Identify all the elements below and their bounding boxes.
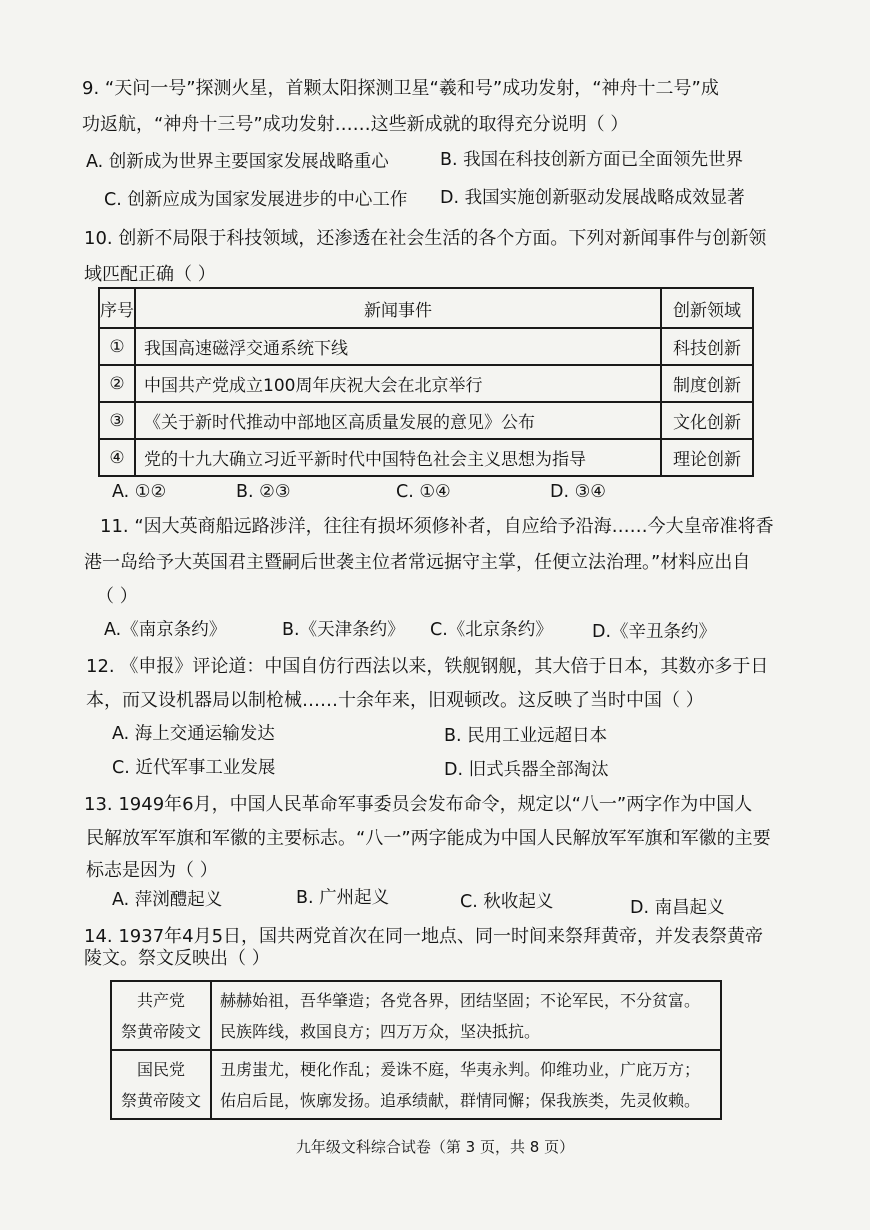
q13-stem-line3: 标志是因为（ ）: [86, 860, 218, 881]
row-field: 文化创新: [661, 402, 753, 439]
table-row: [111, 1050, 721, 1119]
q11-option-c: C.《北京条约》: [430, 620, 553, 640]
row-label: [111, 1050, 211, 1119]
q12-option-a: A. 海上交通运输发达: [112, 724, 275, 744]
q12-option-b: B. 民用工业远超日本: [444, 726, 608, 746]
q9-option-d: D. 我国实施创新驱动发展战略成效显著: [440, 188, 745, 208]
q10-option-a: A. ①②: [112, 482, 167, 502]
row-text: [211, 1050, 721, 1119]
q10-option-c: C. ①④: [396, 482, 451, 502]
q13-option-d: D. 南昌起义: [630, 898, 725, 918]
q12-option-c: C. 近代军事工业发展: [112, 758, 276, 778]
row-number: ④: [99, 439, 135, 476]
q13-option-a: A. 萍浏醴起义: [112, 890, 223, 910]
row-text-line1: 丑虏蚩尤，梗化作乱；爰诛不庭，华夷永判。仰维功业，广庇万方；: [220, 1059, 701, 1079]
row-label-party: 共产党: [136, 990, 185, 1010]
q11-stem-line1: 11. “因大英商船远路涉洋，往往有损坏须修补者，自应给予沿海……今大皇帝准将香: [100, 516, 774, 537]
q12-stem-line1: 12. 《申报》评论道：中国自仿行西法以来，铁舰钢舰，其大倍于日本，其数亦多于日: [86, 656, 769, 677]
row-label: [111, 981, 211, 1050]
q11-stem-line2: 港一岛给予大英国君主暨嗣后世袭主位者常远据守主掌，任便立法治理。”材料应出自: [84, 552, 751, 573]
row-text-line2: 民族阵线，救国良方；四万万众，坚决抵抗。: [220, 1021, 541, 1041]
table-row: [99, 328, 753, 365]
q13-option-b: B. 广州起义: [296, 888, 390, 908]
row-event: 我国高速磁浮交通系统下线: [135, 328, 661, 365]
q11-option-a: A.《南京条约》: [104, 620, 227, 640]
row-number: ①: [99, 328, 135, 365]
row-number: ②: [99, 365, 135, 402]
row-text-line1: 赫赫始祖，吾华肇造；各党各界，团结坚固；不论军民，不分贫富。: [220, 990, 701, 1010]
q10-table: [98, 287, 754, 477]
row-label-party: 国民党: [136, 1059, 185, 1079]
q9-option-a: A. 创新成为世界主要国家发展战略重心: [86, 152, 389, 172]
row-text: [211, 981, 721, 1050]
q9-option-b: B. 我国在科技创新方面已全面领先世界: [440, 150, 744, 170]
header-cell-number: 序号: [99, 288, 135, 328]
q11-stem-line3: （ ）: [96, 586, 138, 607]
q9-stem-line2: 功返航，“神舟十三号”成功发射……这些新成就的取得充分说明（ ）: [82, 114, 629, 135]
q9-stem-line1: 9. “天问一号”探测火星，首颗太阳探测卫星“羲和号”成功发射，“神舟十二号”成: [82, 78, 719, 99]
q11-option-b: B.《天津条约》: [282, 620, 405, 640]
row-field: 科技创新: [661, 328, 753, 365]
table-row: [99, 365, 753, 402]
q10-option-d: D. ③④: [550, 482, 606, 502]
q14-table: [110, 980, 722, 1120]
header-cell-field: 创新领域: [661, 288, 753, 328]
q13-stem-line1: 13. 1949年6月，中国人民革命军事委员会发布命令，规定以“八一”两字作为中国人: [84, 794, 753, 815]
row-number: ③: [99, 402, 135, 439]
row-label-title: 祭黄帝陵文: [120, 1090, 201, 1110]
row-event: 《关于新时代推动中部地区高质量发展的意见》公布: [135, 402, 661, 439]
q12-stem-line2: 本，而又设机器局以制枪械……十余年来，旧观顿改。这反映了当时中国（ ）: [86, 690, 704, 711]
q10-option-b: B. ②③: [236, 482, 291, 502]
row-field: 制度创新: [661, 365, 753, 402]
table-row: [99, 402, 753, 439]
q10-stem-line1: 10. 创新不局限于科技领域，还渗透在社会生活的各个方面。下列对新闻事件与创新领: [84, 228, 767, 249]
table-row: [111, 981, 721, 1050]
table-row: [99, 439, 753, 476]
q9-option-c: C. 创新应成为国家发展进步的中心工作: [104, 190, 408, 210]
row-event: 党的十九大确立习近平新时代中国特色社会主义思想为指导: [135, 439, 661, 476]
q11-option-d: D.《辛丑条约》: [592, 622, 717, 642]
page-footer: 九年级文科综合试卷（第 3 页，共 8 页）: [295, 1138, 575, 1156]
row-label-title: 祭黄帝陵文: [120, 1021, 201, 1041]
row-field: 理论创新: [661, 439, 753, 476]
q10-stem-line2: 域匹配正确（ ）: [84, 264, 216, 285]
q13-stem-line2: 民解放军军旗和军徽的主要标志。“八一”两字能成为中国人民解放军军旗和军徽的主要: [86, 828, 771, 849]
header-cell-event: 新闻事件: [135, 288, 661, 328]
q13-option-c: C. 秋收起义: [460, 892, 554, 912]
row-text-line2: 佑启后昆，恢廓发扬。追承绩献，群情同懈；保我族类，先灵攸赖。: [220, 1090, 701, 1110]
q14-stem-line2: 陵文。祭文反映出（ ）: [84, 948, 270, 969]
row-event: 中国共产党成立100周年庆祝大会在北京举行: [135, 365, 661, 402]
q14-stem-line1: 14. 1937年4月5日，国共两党首次在同一地点、同一时间来祭拜黄帝，并发表祭黄帝: [84, 926, 764, 947]
q12-option-d: D. 旧式兵器全部淘汰: [444, 760, 609, 780]
table-header-row: [99, 288, 753, 328]
